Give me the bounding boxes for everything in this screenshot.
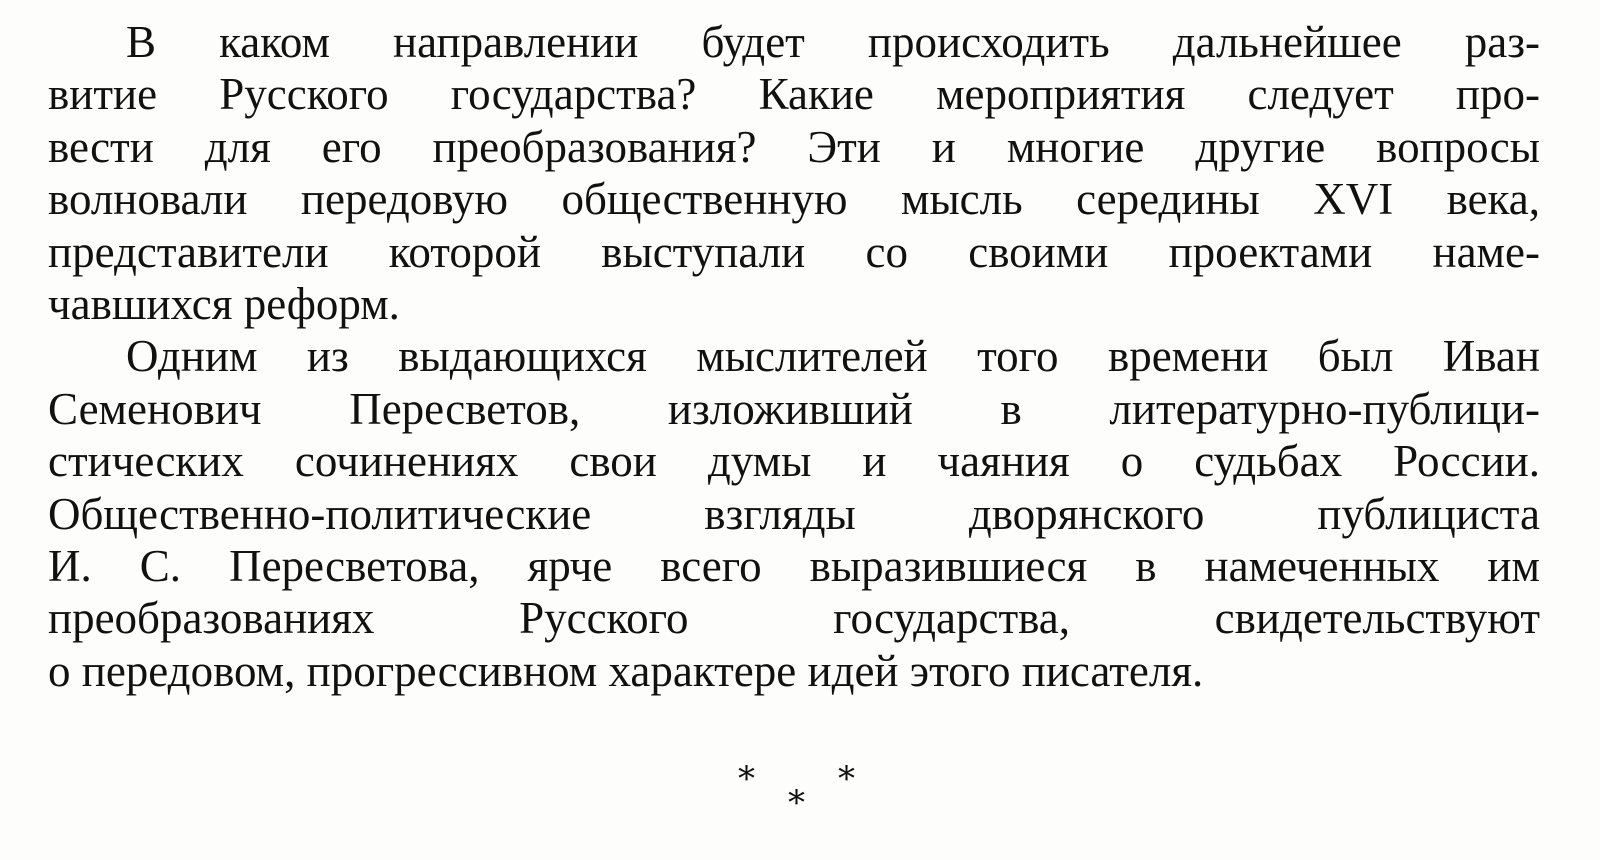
body-text	[48, 16, 1540, 697]
text-line: Семенович Пересветов, изложивший в литературно-публици-	[48, 383, 1540, 434]
asterisk-icon: *	[838, 759, 855, 799]
text-line: Одним из выдающихся мыслителей того времени был Иван	[126, 331, 1540, 382]
text-line: И. С. Пересветова, ярче всего выразившиеся в намеченных им	[48, 540, 1540, 591]
asterisk-icon: *	[788, 783, 805, 823]
text-line: витие Русского государства? Какие мероприятия следует про-	[48, 69, 1540, 120]
text-line: стических сочинениях свои думы и чаяния о судьбах России.	[48, 436, 1540, 487]
paragraph-1	[48, 16, 1540, 330]
section-divider-asterism	[700, 756, 900, 826]
text-line: вести для его преобразования? Эти и многие другие вопросы	[48, 121, 1540, 172]
text-line: представители которой выступали со своими проектами наме-	[48, 226, 1540, 277]
text-line: преобразованиях Русского государства, свидетельствуют	[48, 593, 1540, 644]
asterisk-icon: *	[738, 759, 755, 799]
text-line: о передовом, прогрессивном характере идей этого писателя.	[48, 645, 1204, 696]
text-line: волновали передовую общественную мысль середины XVI века,	[48, 174, 1540, 225]
text-line: чавшихся реформ.	[48, 278, 400, 329]
paragraph-2	[48, 330, 1540, 697]
text-line: В каком направлении будет происходить дальнейшее раз-	[126, 17, 1540, 67]
text-line: Общественно-политические взгляды дворянского публициста	[48, 488, 1540, 539]
